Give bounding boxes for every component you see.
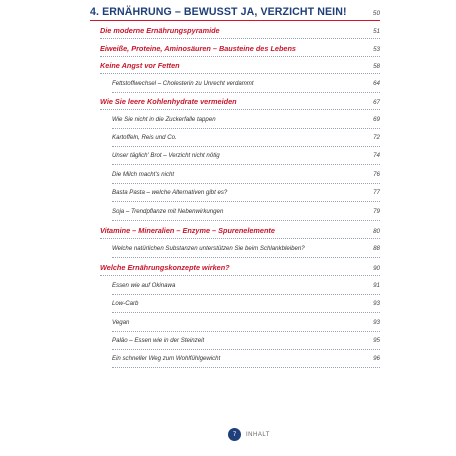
entry-title: Eiweiße, Proteine, Aminosäuren – Bausteine des Lebens (100, 44, 296, 53)
entry-title: Fettstoffwechsel – Cholesterin zu Unrecht verdammt (112, 80, 254, 87)
chapter-heading (90, 6, 380, 21)
toc-entry (112, 80, 380, 93)
entry-title: Low-Carb (112, 300, 139, 307)
toc-entry (112, 245, 380, 258)
entry-title: Welche Ernährungskonzepte wirken? (100, 263, 230, 272)
page-footer (228, 428, 270, 441)
entry-page: 64 (373, 80, 380, 87)
entry-title: Kartoffeln, Reis und Co. (112, 134, 177, 141)
entry-page: 96 (373, 355, 380, 362)
toc-entry (112, 116, 380, 129)
entry-page: 79 (373, 208, 380, 215)
toc-entry (112, 152, 380, 165)
entry-page: 88 (373, 245, 380, 252)
entry-title: Paläo – Essen wie in der Steinzeit (112, 337, 205, 344)
footer-label: INHALT (246, 431, 270, 438)
entry-page: 58 (373, 63, 380, 70)
entry-page: 93 (373, 319, 380, 326)
toc-entry (100, 61, 380, 74)
entry-title: Wie Sie leere Kohlenhydrate vermeiden (100, 97, 237, 106)
chapter-title: 4. ERNÄHRUNG – BEWUSST JA, VERZICHT NEIN! (90, 6, 347, 18)
entry-title: Welche natürlichen Substanzen unterstützen Sie beim Schlankbleiben? (112, 245, 305, 252)
entry-title: Die moderne Ernährungspyramide (100, 26, 220, 35)
entry-title: Die Milch macht's nicht (112, 171, 175, 178)
entry-title: Unser täglich' Brot – Verzicht nicht nötig (112, 152, 220, 159)
toc-entry (100, 226, 380, 239)
toc-entry (100, 263, 380, 276)
entry-title: Keine Angst vor Fetten (100, 61, 180, 70)
entry-title: Soja – Trendpflanze mit Nebenwirkungen (112, 208, 224, 215)
toc-entry (112, 189, 380, 202)
entry-page: 72 (373, 134, 380, 141)
page-number-badge: 7 (228, 428, 241, 441)
toc-entry (112, 208, 380, 221)
toc-entry (112, 337, 380, 350)
entry-page: 74 (373, 152, 380, 159)
entry-page: 69 (373, 116, 380, 123)
entry-page: 90 (373, 265, 380, 272)
toc-entry (112, 282, 380, 295)
toc-entry (112, 134, 380, 147)
toc-entry (112, 300, 380, 313)
entry-page: 67 (373, 99, 380, 106)
entry-title: Wie Sie nicht in die Zuckerfalle tappen (112, 116, 216, 123)
entry-page: 95 (373, 337, 380, 344)
toc-entry (100, 44, 380, 57)
entry-page: 80 (373, 228, 380, 235)
entry-page: 93 (373, 300, 380, 307)
entry-title: Ein schneller Weg zum Wohlfühlgewicht (112, 355, 221, 362)
entry-title: Vegan (112, 319, 130, 326)
entry-page: 91 (373, 282, 380, 289)
entry-page: 77 (373, 189, 380, 196)
toc-entry (112, 319, 380, 332)
chapter-page: 50 (372, 10, 380, 17)
entry-title: Basta Pasta – welche Alternativen gibt es? (112, 189, 228, 196)
entry-page: 76 (373, 171, 380, 178)
toc-entry (112, 171, 380, 184)
entry-title: Essen wie auf Okinawa (112, 282, 176, 289)
toc-entry (112, 355, 380, 368)
entry-title: Vitamine – Mineralien – Enzyme – Spurenelemente (100, 226, 275, 235)
toc-entry (100, 97, 380, 110)
entry-page: 51 (373, 28, 380, 35)
toc-entry (100, 26, 380, 39)
entry-page: 53 (373, 46, 380, 53)
